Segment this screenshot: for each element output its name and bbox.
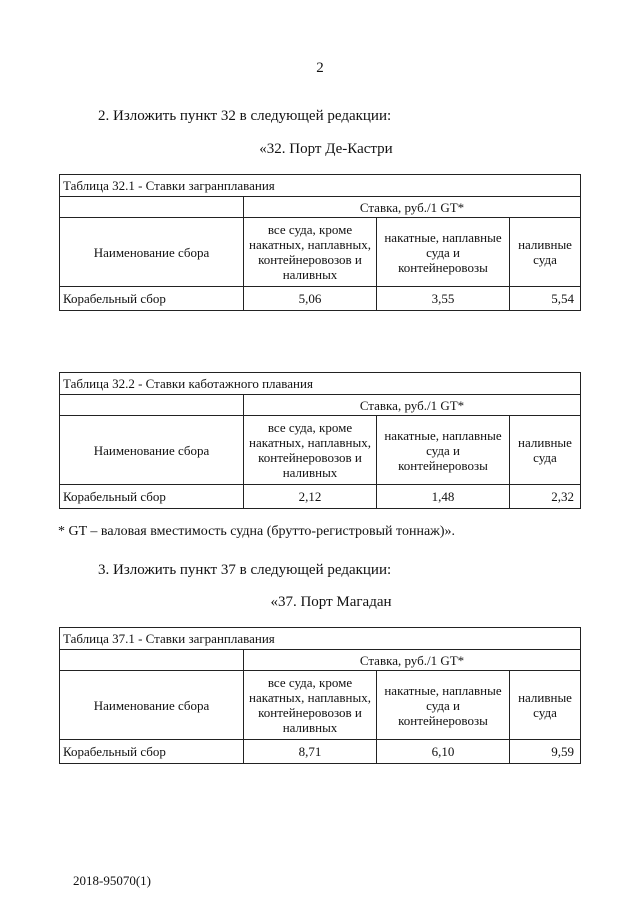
rate-roro-container: 6,10 [377, 740, 510, 764]
rate-tankers: 5,54 [510, 287, 581, 311]
rate-unit-header: Ставка, руб./1 GT* [244, 395, 581, 416]
rate-tankers: 2,32 [510, 485, 581, 509]
rate-all-vessels: 8,71 [244, 740, 377, 764]
col-header-all-vessels: все суда, кроме накатных, наплавных, контейнеровозов и наливных [244, 671, 377, 740]
table-row [60, 740, 581, 764]
gt-footnote: * GT – валовая вместимость судна (брутто-регистровый тоннаж)». [58, 524, 455, 539]
rate-all-vessels: 2,12 [244, 485, 377, 509]
table-row [60, 287, 581, 311]
port-heading-magadan: «37. Порт Магадан [270, 594, 392, 610]
instruction-item-3: 3. Изложить пункт 37 в следующей редакции: [98, 562, 392, 578]
table-caption: Таблица 37.1 - Ставки загранплавания [60, 628, 581, 650]
table-row [60, 485, 581, 509]
rate-tankers: 9,59 [510, 740, 581, 764]
col-header-roro-container: накатные, наплавные суда и контейнеровозы [377, 416, 510, 485]
col-header-fee-name: Наименование сбора [60, 218, 244, 287]
document-code: 2018-95070(1) [73, 873, 151, 888]
col-header-roro-container: накатные, наплавные суда и контейнеровозы [377, 218, 510, 287]
col-header-roro-container: накатные, наплавные суда и контейнеровозы [377, 671, 510, 740]
col-header-all-vessels: все суда, кроме накатных, наплавных, контейнеровозов и наливных [244, 416, 377, 485]
port-heading-de-kastri: «32. Порт Де-Кастри [259, 141, 393, 157]
table-37-1 [59, 627, 581, 764]
rate-roro-container: 3,55 [377, 287, 510, 311]
col-header-fee-name: Наименование сбора [60, 671, 244, 740]
page-number: 2 [316, 60, 324, 76]
rate-unit-header: Ставка, руб./1 GT* [244, 197, 581, 218]
table-caption: Таблица 32.2 - Ставки каботажного плавания [60, 373, 581, 395]
rate-roro-container: 1,48 [377, 485, 510, 509]
fee-name-cell: Корабельный сбор [60, 287, 244, 311]
table-32-2 [59, 372, 581, 509]
fee-name-cell: Корабельный сбор [60, 740, 244, 764]
table-32-1 [59, 174, 581, 311]
col-header-fee-name: Наименование сбора [60, 416, 244, 485]
col-header-tankers: наливные суда [510, 416, 581, 485]
instruction-item-2: 2. Изложить пункт 32 в следующей редакции: [98, 108, 392, 124]
rate-unit-header: Ставка, руб./1 GT* [244, 650, 581, 671]
rate-all-vessels: 5,06 [244, 287, 377, 311]
table-caption: Таблица 32.1 - Ставки загранплавания [60, 175, 581, 197]
col-header-tankers: наливные суда [510, 218, 581, 287]
fee-name-cell: Корабельный сбор [60, 485, 244, 509]
col-header-all-vessels: все суда, кроме накатных, наплавных, контейнеровозов и наливных [244, 218, 377, 287]
col-header-tankers: наливные суда [510, 671, 581, 740]
